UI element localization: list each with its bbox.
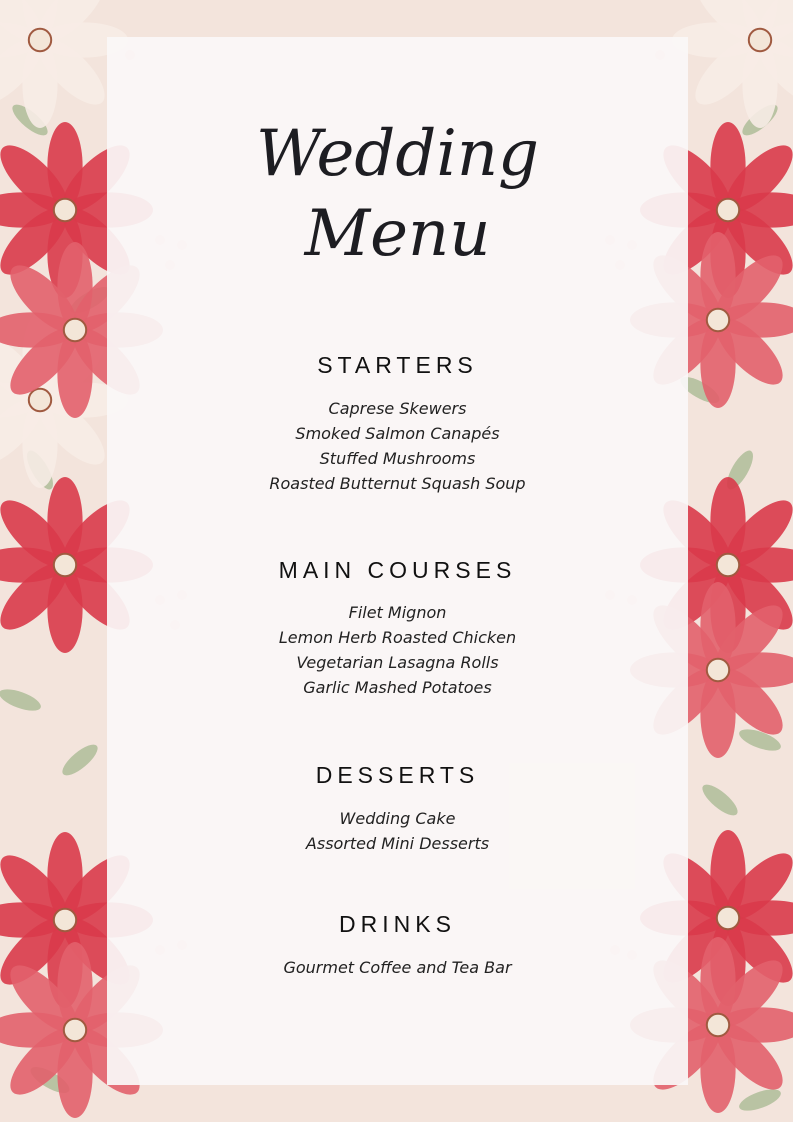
menu-item: Stuffed Mushrooms — [319, 449, 476, 468]
menu-item: Caprese Skewers — [328, 399, 467, 418]
section-heading-drinks: DRINKS — [339, 911, 456, 937]
menu-item: Assorted Mini Desserts — [305, 834, 490, 853]
menu-title-line1: Wedding — [255, 117, 540, 191]
leaf-icon — [58, 740, 102, 781]
section-heading-desserts: DESSERTS — [315, 762, 480, 788]
desserts-list — [107, 806, 688, 856]
main-courses-list — [107, 600, 688, 700]
leaf-icon — [737, 1085, 784, 1115]
menu-item: Smoked Salmon Canapés — [295, 424, 500, 443]
menu-item: Roasted Butternut Squash Soup — [269, 474, 526, 493]
starters-list — [107, 396, 688, 496]
menu-item: Lemon Herb Roasted Chicken — [278, 628, 517, 647]
menu-item: Vegetarian Lasagna Rolls — [296, 653, 499, 672]
drinks-list — [107, 955, 688, 980]
menu-title-line2: Menu — [304, 197, 491, 271]
menu-item: Gourmet Coffee and Tea Bar — [283, 958, 512, 977]
menu-item: Filet Mignon — [348, 603, 447, 622]
menu-item: Garlic Mashed Potatoes — [303, 678, 492, 697]
menu-item: Wedding Cake — [339, 809, 456, 828]
leaf-icon — [0, 685, 43, 715]
leaf-icon — [698, 780, 742, 821]
section-heading-main-courses: MAIN COURSES — [278, 557, 517, 583]
section-heading-starters: STARTERS — [317, 352, 478, 378]
